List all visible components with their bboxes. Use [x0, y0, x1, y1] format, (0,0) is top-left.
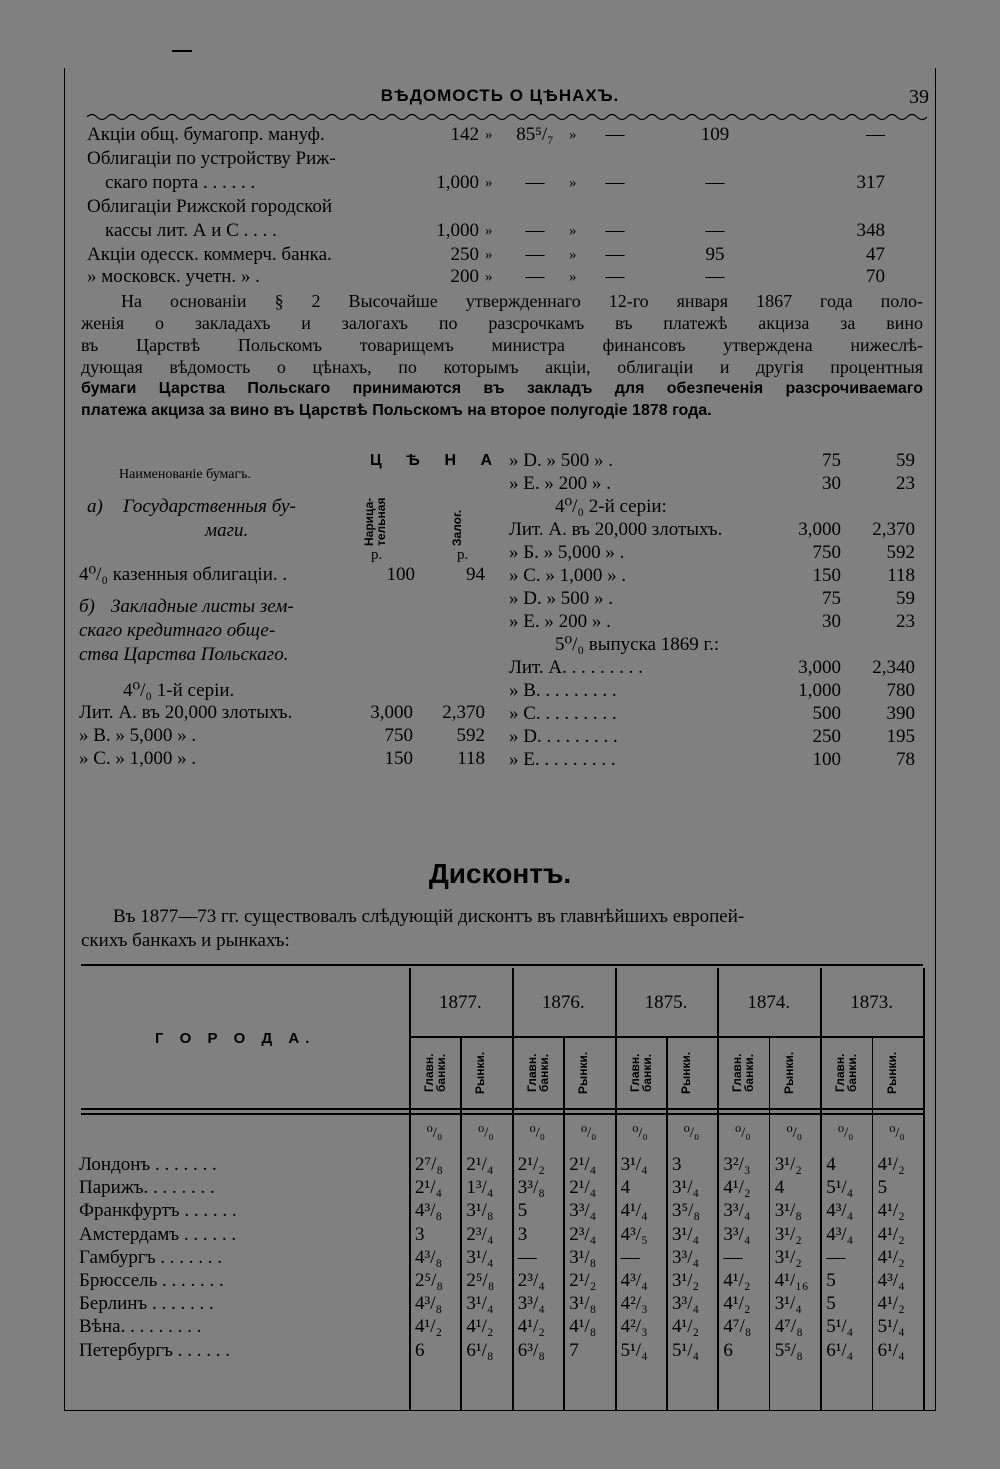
discount-intro-1: Въ 1877—73 гг. существовалъ слѣдующій дисконтъ въ главнѣйшихъ европей- [113, 906, 745, 927]
discount-intro-2: скихъ банкахъ и рынкахъ: [81, 930, 290, 951]
section-b-line-1: Закладные листы зем- [111, 596, 294, 617]
right-row-name: » Е. » 200 » . [509, 473, 611, 494]
discount-value: 4¹/₂ [415, 1316, 443, 1338]
top-row-mark-2: » [569, 127, 577, 143]
discount-value: 4 [774, 1177, 785, 1199]
discount-value: 1³/₄ [466, 1177, 494, 1199]
discount-value: 3¹/₄ [672, 1223, 700, 1245]
sub-header-market: Рынки. [679, 1051, 693, 1095]
left-row-nom: 750 [384, 725, 413, 746]
percent-label: ⁰/₀ [426, 1125, 443, 1141]
city-name: Амстердамъ . . . . . . [79, 1223, 237, 1245]
discount-value: 3²/₃ [723, 1154, 751, 1175]
city-name: Брюссель . . . . . . . [79, 1270, 224, 1291]
percent-label: ⁰/₀ [632, 1125, 648, 1141]
right-row-pl: 118 [887, 565, 915, 586]
discount-value: 6¹/₈ [466, 1339, 494, 1361]
table-column-rule [615, 968, 617, 1410]
discount-value: 6 [723, 1339, 733, 1361]
discount-value: 2³/₄ [569, 1223, 597, 1245]
price-header: Ц Ѣ Н А [370, 452, 503, 469]
series-1-label: 4⁰/₀ 1-й серіи. [123, 680, 235, 701]
top-row-value-3: — [605, 124, 625, 145]
year-header: 1873. [850, 992, 893, 1013]
discount-value: 4²/₃ [620, 1316, 648, 1338]
sub-header-bank: Главн. банки. [730, 1053, 757, 1093]
top-row-value-3: — [605, 172, 625, 193]
discount-value: 3¹/₂ [672, 1270, 700, 1291]
right-row-nom: 3,000 [798, 519, 841, 540]
discount-value: 4³/₅ [620, 1223, 648, 1245]
section-a-title: Государственныя бу- [123, 496, 296, 517]
top-row-name: » московск. учетн. » . [87, 266, 260, 287]
page-title: ВѢДОМОСТЬ О ЦѢНАХЪ. [380, 86, 620, 105]
discount-value: 3³/₄ [517, 1293, 545, 1315]
percent-label: ⁰/₀ [786, 1125, 802, 1141]
discount-value: 6³/₈ [517, 1339, 545, 1361]
series-label: 5⁰/₀ выпуска 1869 г.: [555, 634, 720, 655]
left-row-nom: 3,000 [370, 702, 413, 723]
table-column-rule [717, 968, 719, 1410]
left-row-pl: 592 [456, 725, 485, 746]
discount-value: — [826, 1246, 846, 1268]
city-name: Парижъ. . . . . . . . [79, 1177, 215, 1199]
sub-header-bank: Главн. банки. [833, 1053, 860, 1093]
right-row-name: » D. » 500 » . [509, 588, 613, 609]
section-a-label: а) [87, 496, 103, 517]
year-header: 1875. [644, 992, 688, 1013]
right-row-pl: 195 [886, 726, 915, 747]
right-row-nom: 30 [822, 611, 841, 632]
row-kazen-name: 4⁰/₀ казенныя облигаціи. . [79, 564, 288, 585]
discount-value: 4¹/₂ [877, 1246, 905, 1268]
city-name: Лондонъ . . . . . . . [79, 1154, 217, 1175]
discount-value: 6 [415, 1339, 425, 1361]
discount-value: 3⁵/₈ [672, 1200, 701, 1222]
sub-header-market: Рынки. [884, 1051, 899, 1095]
discount-value: 3³/₄ [723, 1200, 751, 1222]
section-b-line-3: ства Царства Польскаго. [79, 644, 289, 665]
discount-value: 3¹/₂ [774, 1154, 802, 1175]
top-row-name: Акціи одесск. коммерч. банка. [87, 244, 332, 265]
discount-value: 3¹/₈ [569, 1246, 597, 1268]
discount-value: 4³/₄ [620, 1270, 648, 1291]
paragraph-line: платежа акциза за вино въ Царствѣ Польскомъ на второе полугодіе 1878 года. [81, 402, 712, 419]
sub-header-market: Рынки. [576, 1051, 591, 1095]
percent-label: ⁰/₀ [478, 1125, 494, 1141]
right-row-pl: 59 [896, 588, 915, 609]
top-row-mark-1: » [485, 223, 493, 239]
top-row-mark-1: » [485, 127, 493, 143]
discount-value: 2¹/₄ [466, 1154, 494, 1175]
discount-value: 4¹/₁₆ [774, 1270, 809, 1291]
paragraph-line: дующая вѣдомость о цѣнахъ, по которымъ акціи, облигаціи и другія процентныя [81, 357, 923, 377]
right-row-nom: 30 [822, 473, 841, 494]
top-row-name: Облигаціи по устройству Риж- [87, 148, 336, 169]
section-b-line-2: скаго кредитнаго обще- [79, 620, 276, 641]
left-row-name: » В. » 5,000 » . [79, 725, 197, 746]
right-row-nom: 75 [822, 450, 841, 471]
top-row-mark-1: » [485, 247, 493, 263]
discount-value: 3¹/₄ [672, 1177, 700, 1199]
table-column-rule [460, 1036, 462, 1410]
right-row-nom: 1,000 [798, 680, 841, 701]
year-header: 1874. [747, 992, 791, 1013]
section-a-title-2: маги. [205, 520, 249, 541]
table-column-rule [512, 968, 514, 1410]
table-column-rule [820, 968, 822, 1410]
discount-value: 3³/₄ [672, 1293, 700, 1315]
discount-value: 3³/₈ [517, 1177, 545, 1199]
top-row-value-3: — [605, 266, 625, 287]
discount-value: 4¹/₄ [620, 1200, 648, 1222]
percent-label: ⁰/₀ [580, 1125, 597, 1141]
discount-value: 3¹/₄ [466, 1293, 494, 1315]
discount-value: 2¹/₄ [569, 1154, 597, 1175]
right-row-nom: 150 [812, 565, 841, 586]
top-row-value-5: 70 [866, 266, 885, 287]
discount-value: 4¹/₂ [877, 1293, 905, 1315]
table-column-rule [409, 968, 411, 1410]
discount-value: — [723, 1246, 743, 1268]
discount-value: 3¹/₄ [620, 1154, 648, 1175]
right-row-pl: 2,370 [872, 519, 915, 540]
discount-value: 7 [569, 1339, 579, 1361]
sub-header-market: Рынки. [781, 1051, 796, 1095]
sub-header-bank: Главн. банки. [627, 1053, 654, 1093]
document-page [64, 68, 936, 1411]
right-row-name: » D. » 500 » . [509, 450, 613, 471]
city-name: Вѣна. . . . . . . . . [79, 1316, 202, 1338]
discount-rule-top [81, 964, 923, 966]
right-row-name: » С. » 1,000 » . [509, 565, 627, 586]
discount-value: 2¹/₂ [569, 1270, 597, 1291]
discount-value: 3¹/₂ [774, 1223, 802, 1245]
col-nominal: Нарица-тельная [362, 497, 388, 546]
table-column-rule [563, 1036, 565, 1410]
discount-value: 4¹/₂ [466, 1316, 494, 1338]
right-row-pl: 780 [886, 680, 915, 701]
discount-value: 4 [620, 1177, 631, 1199]
discount-value: 5 [826, 1293, 836, 1315]
intro-paragraph [81, 290, 923, 422]
top-row-value-1: 1,000 [436, 172, 479, 193]
table-column-rule [769, 1036, 771, 1410]
right-row-nom: 75 [822, 588, 841, 609]
series-label: 4⁰/₀ 2-й серіи: [555, 496, 667, 517]
table-column-rule [923, 968, 925, 1410]
right-row-pl: 592 [886, 542, 915, 563]
row-kazen-nom: 100 [386, 564, 415, 585]
top-row-name: Облигаціи Рижской городской [87, 196, 333, 217]
discount-value: 3¹/₈ [466, 1200, 494, 1222]
right-row-pl: 23 [896, 473, 915, 494]
discount-rule-head-2 [81, 1113, 923, 1115]
top-row-value-4: — [705, 172, 725, 193]
right-row-name: » С. . . . . . . . . [509, 703, 617, 724]
discount-value: 4²/₃ [620, 1293, 648, 1315]
table-column-rule [666, 1036, 668, 1410]
paragraph-line: бумаги Царства Польскаго принимаются въ закладъ для обезпеченія разсрочиваемаго [81, 380, 923, 397]
discount-value: 5¹/₄ [620, 1339, 648, 1361]
discount-value: 2⁷/₈ [415, 1154, 444, 1175]
top-row-value-4: — [705, 220, 725, 241]
col-title-securities: Наименованіе бумагъ. [119, 467, 251, 482]
right-row-nom: 250 [812, 726, 841, 747]
top-row-value-3: — [605, 220, 625, 241]
discount-value: 4¹/₂ [723, 1270, 751, 1291]
discount-value: 3³/₄ [672, 1246, 700, 1268]
right-row-nom: 500 [812, 703, 841, 724]
city-header: Г О Р О Д А. [155, 1030, 316, 1047]
paragraph-line: въ Царствѣ Польскомъ товарищемъ министра финансовъ утверждена нижеслѣ- [81, 335, 923, 355]
wavy-rule [87, 112, 927, 122]
right-row-name: » Е. . . . . . . . . [509, 749, 616, 770]
percent-label: ⁰/₀ [889, 1125, 905, 1141]
percent-label: ⁰/₀ [837, 1125, 854, 1141]
top-row-mark-1: » [485, 269, 493, 285]
discount-value: 3 [517, 1223, 528, 1245]
discount-value: 3³/₄ [569, 1200, 597, 1222]
discount-value: 3¹/₄ [774, 1293, 802, 1315]
discount-value: 2¹/₄ [569, 1177, 597, 1199]
top-row-value-3: — [605, 244, 625, 265]
discount-value: 4⁷/₈ [774, 1316, 803, 1338]
top-row-mark-1: » [485, 175, 493, 191]
discount-value: 2⁵/₈ [415, 1270, 444, 1291]
top-row-name: кассы лит. А и С . . . . [105, 220, 277, 241]
right-row-name: » В. . . . . . . . . [509, 680, 617, 701]
discount-value: 3¹/₄ [466, 1246, 494, 1268]
unit-nominal: р. [371, 547, 383, 563]
discount-value: 6¹/₄ [877, 1339, 905, 1361]
right-row-name: » D. . . . . . . . . [509, 726, 618, 747]
discount-value: 2¹/₄ [415, 1177, 443, 1199]
percent-label: ⁰/₀ [529, 1125, 545, 1141]
top-row-mark-2: » [569, 175, 577, 191]
right-row-pl: 2,340 [872, 657, 915, 678]
discount-value: 2³/₄ [466, 1223, 494, 1245]
discount-value: 4 [826, 1154, 836, 1175]
discount-value: 5¹/₄ [826, 1177, 854, 1199]
page-number: 39 [909, 86, 929, 108]
discount-value: 4⁷/₈ [723, 1316, 752, 1338]
discount-value: 4¹/₂ [672, 1316, 700, 1338]
discount-heading: Дисконтъ. [428, 858, 572, 889]
discount-value: 3¹/₈ [774, 1200, 802, 1222]
top-row-value-4: — [705, 266, 725, 287]
col-pledge: Залог. [450, 509, 464, 546]
right-row-pl: 59 [896, 450, 915, 471]
discount-value: 3¹/₈ [569, 1293, 597, 1315]
discount-value: 4³/₈ [415, 1293, 443, 1315]
discount-value: 2¹/₂ [517, 1154, 545, 1175]
discount-value: 5 [877, 1177, 888, 1199]
right-row-nom: 3,000 [798, 657, 841, 678]
discount-value: 5⁵/₈ [774, 1339, 803, 1361]
left-row-pl: 2,370 [442, 702, 485, 723]
left-row-nom: 150 [384, 748, 413, 769]
top-row-value-4: 95 [705, 244, 725, 265]
top-row-value-4: 109 [700, 124, 730, 145]
discount-value: 4¹/₂ [517, 1316, 545, 1338]
top-row-value-5: 348 [856, 220, 885, 241]
sub-header-market: Рынки. [473, 1051, 488, 1095]
discount-value: 6¹/₄ [826, 1339, 854, 1361]
top-row-value-1: 142 [450, 124, 479, 145]
sub-header-bank: Главн. банки. [524, 1053, 551, 1093]
city-name: Берлинъ . . . . . . . [79, 1293, 214, 1315]
top-row-value-5: 47 [866, 244, 885, 265]
discount-value: 4³/₄ [826, 1223, 854, 1245]
year-header: 1876. [541, 992, 585, 1013]
top-row-value-2: 85⁵/₇ [516, 124, 554, 145]
paragraph-line: женія о закладахъ и залогахъ по разсрочкамъ въ платежѣ акциза за вино [81, 313, 923, 333]
city-name: Петербургъ . . . . . . [79, 1339, 230, 1361]
discount-value: 5¹/₄ [672, 1339, 700, 1361]
right-row-name: Лит. А. въ 20,000 злотыхъ. [509, 519, 723, 540]
top-row-mark-2: » [569, 223, 577, 239]
discount-value: 4³/₈ [415, 1246, 443, 1268]
discount-value: 4³/₄ [826, 1200, 854, 1222]
section-b-label: б) [79, 596, 95, 617]
discount-value: 5¹/₄ [826, 1316, 854, 1338]
top-row-value-1: 200 [450, 266, 479, 287]
left-row-name: » С. » 1,000 » . [79, 748, 197, 769]
unit-pledge: р. [457, 547, 469, 563]
discount-value: 5 [826, 1270, 836, 1291]
right-row-name: » Б. » 5,000 » . [509, 542, 625, 563]
top-row-value-1: 250 [450, 244, 479, 265]
percent-label: ⁰/₀ [683, 1125, 700, 1141]
top-row-value-2: — [525, 266, 545, 287]
top-row-value-2: — [525, 244, 545, 265]
top-row-value-5: — [866, 124, 885, 145]
discount-value: — [620, 1246, 640, 1268]
right-row-pl: 23 [896, 611, 915, 632]
page-mark [172, 50, 192, 52]
paragraph-line: На основаніи § 2 Высочайше утвержденнаго 12-го января 1867 года поло- [121, 291, 923, 311]
city-name: Франкфуртъ . . . . . . [79, 1200, 237, 1222]
top-row-value-1: 1,000 [436, 220, 479, 241]
discount-value: 5¹/₄ [877, 1316, 905, 1338]
right-row-pl: 78 [896, 749, 915, 770]
sub-header-bank: Главн. банки. [422, 1053, 448, 1093]
discount-value: 2⁵/₈ [466, 1270, 495, 1291]
discount-value: 4³/₈ [415, 1200, 443, 1222]
discount-value: 3¹/₂ [774, 1246, 802, 1268]
top-row-mark-2: » [569, 247, 577, 263]
discount-value: 4¹/₂ [877, 1154, 905, 1175]
discount-value: 4¹/₂ [723, 1293, 751, 1315]
discount-value: 2³/₄ [517, 1270, 545, 1291]
discount-value: 4¹/₈ [569, 1316, 597, 1338]
city-name: Гамбургъ . . . . . . . [79, 1246, 223, 1268]
year-header: 1877. [439, 992, 482, 1013]
top-row-name: Акціи общ. бумагопр. мануф. [87, 124, 325, 145]
top-row-value-2: — [525, 220, 545, 241]
percent-label: ⁰/₀ [735, 1125, 751, 1141]
top-row-mark-2: » [569, 269, 577, 285]
right-row-name: » Е. » 200 » . [509, 611, 611, 632]
discount-value: 4³/₄ [877, 1270, 905, 1291]
row-kazen-pl: 94 [466, 564, 485, 585]
discount-value: 3 [415, 1223, 425, 1245]
discount-value: 3 [672, 1154, 682, 1175]
right-row-name: Лит. А. . . . . . . . . [509, 657, 643, 678]
left-row-pl: 118 [457, 748, 485, 769]
discount-value: 4¹/₂ [877, 1200, 905, 1222]
top-row-name: скаго порта . . . . . . [105, 172, 256, 193]
left-row-name: Лит. А. въ 20,000 злотыхъ. [79, 702, 293, 723]
discount-value: — [517, 1246, 537, 1268]
table-column-rule [872, 1036, 874, 1410]
top-row-value-2: — [525, 172, 545, 193]
discount-rule-head [81, 1108, 923, 1110]
right-row-nom: 100 [812, 749, 841, 770]
discount-value: 4¹/₂ [877, 1223, 905, 1245]
top-row-value-5: 317 [856, 172, 885, 193]
discount-value: 5 [517, 1200, 528, 1222]
right-row-pl: 390 [886, 703, 915, 724]
right-row-nom: 750 [812, 542, 841, 563]
discount-value: 4¹/₂ [723, 1177, 751, 1199]
discount-value: 3³/₄ [723, 1223, 751, 1245]
